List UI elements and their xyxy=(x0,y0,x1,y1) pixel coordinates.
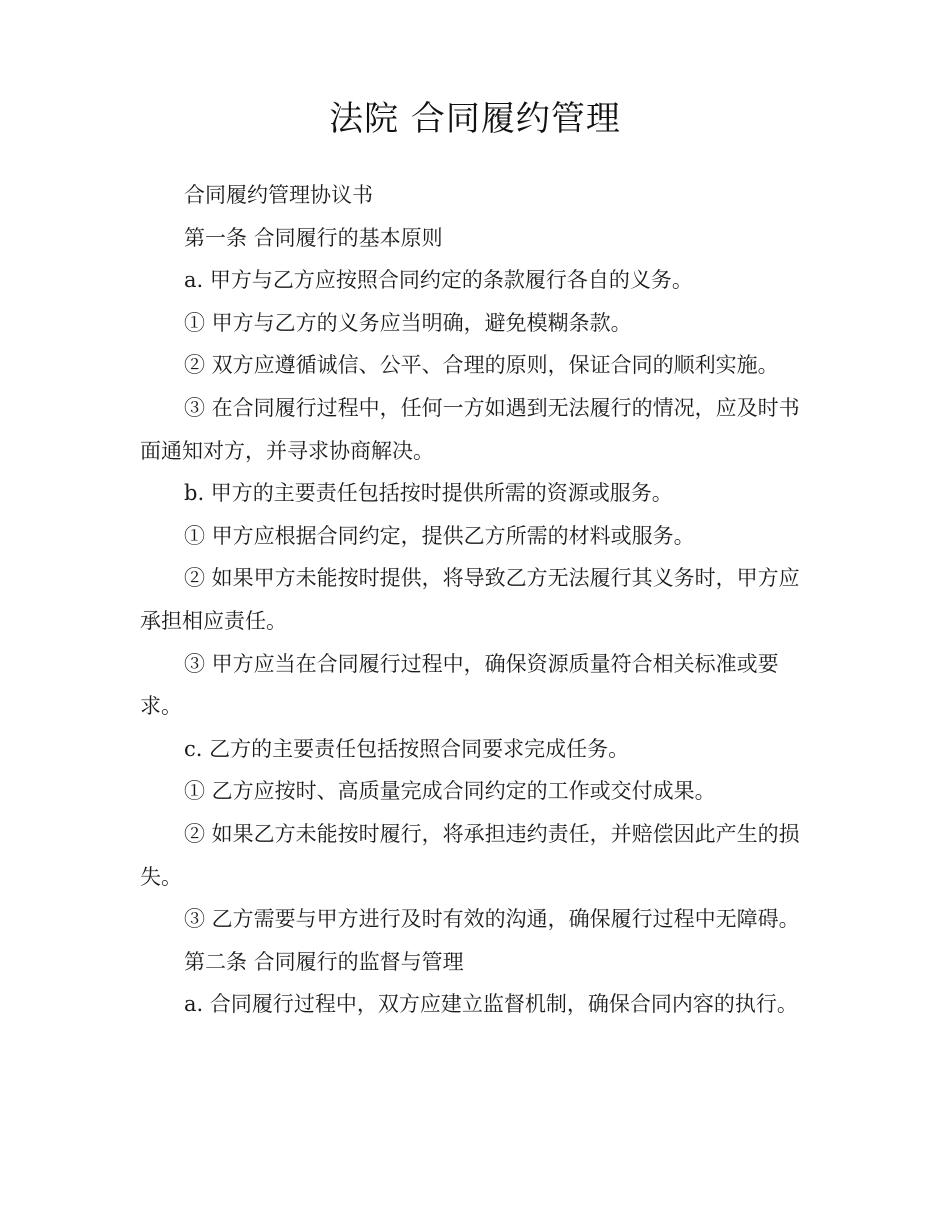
doc-subtitle: 合同履约管理协议书 xyxy=(184,183,373,207)
clause-1b-item-3: ③ 甲方应当在合同履行过程中，确保资源质量符合相关标准或要求。 xyxy=(140,651,779,719)
clause-2a: a. 合同履行过程中，双方应建立监督机制，确保合同内容的执行。 xyxy=(184,992,798,1017)
clause-1a-item-2: ② 双方应遵循诚信、公平、合理的原则，保证合同的顺利实施。 xyxy=(184,353,779,378)
clause-1b: b. 甲方的主要责任包括按时提供所需的资源或服务。 xyxy=(184,481,673,506)
clause-1c-item-3: ③ 乙方需要与甲方进行及时有效的沟通，确保履行过程中无障碍。 xyxy=(184,907,800,932)
clause-1a: a. 甲方与乙方应按照合同约定的条款履行各自的义务。 xyxy=(184,268,693,293)
clause-1c-item-1: ① 乙方应按时、高质量完成合同约定的工作或交付成果。 xyxy=(184,779,716,804)
article-1-heading: 第一条 合同履行的基本原则 xyxy=(184,225,443,250)
clause-1b-item-1: ① 甲方应根据合同约定，提供乙方所需的材料或服务。 xyxy=(184,523,695,548)
clause-1c-item-2: ② 如果乙方未能按时履行，将承担违约责任，并赔偿因此产生的损失。 xyxy=(140,821,800,889)
clause-1b-item-2: ② 如果甲方未能按时提供，将导致乙方无法履行其义务时，甲方应承担相应责任。 xyxy=(140,566,800,633)
clause-1a-item-3: ③ 在合同履行过程中，任何一方如遇到无法履行的情况，应及时书面通知对方，并寻求协商解决。 xyxy=(140,395,800,463)
document-title: 法院 合同履约管理 xyxy=(329,99,621,139)
document-body xyxy=(140,174,810,1026)
article-2-heading: 第二条 合同履行的监督与管理 xyxy=(184,949,464,974)
clause-1c: c. 乙方的主要责任包括按照合同要求完成任务。 xyxy=(184,736,630,761)
clause-1a-item-1: ① 甲方与乙方的义务应当明确，避免模糊条款。 xyxy=(184,310,632,335)
